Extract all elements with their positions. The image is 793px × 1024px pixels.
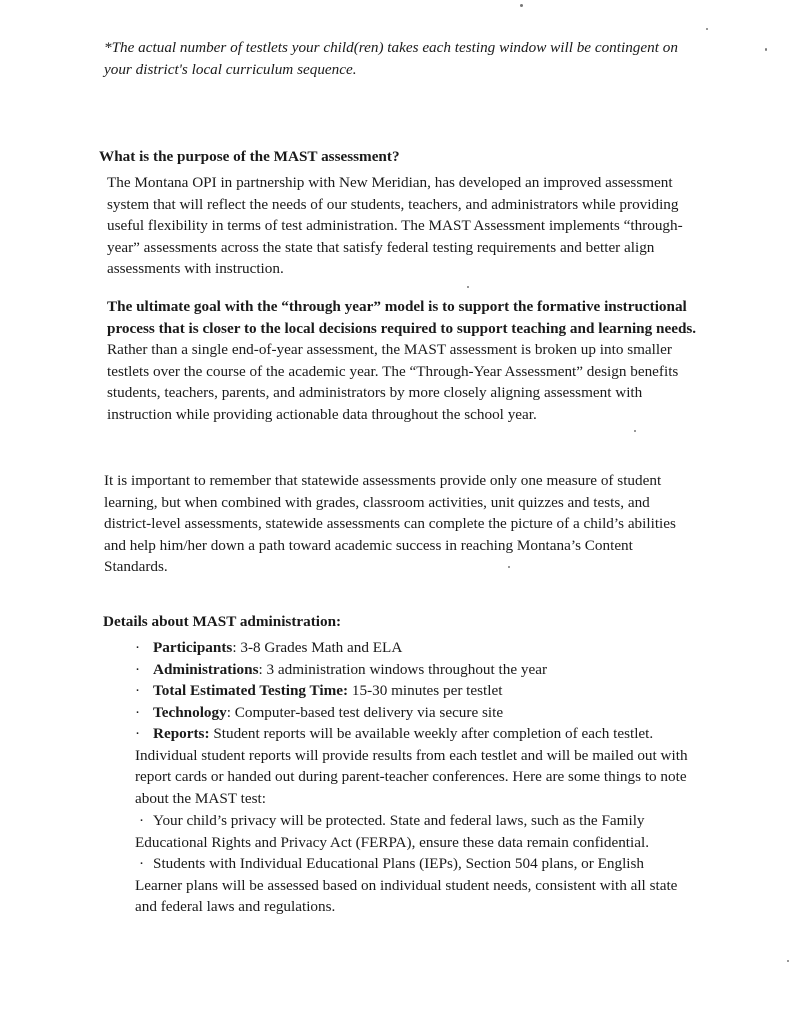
- goal-paragraph: [107, 296, 697, 425]
- scan-speck: [787, 960, 789, 962]
- details-label: Technology: [153, 703, 227, 721]
- details-text: 3-8 Grades Math and ELA: [240, 639, 403, 656]
- goal-bold-text: The ultimate goal with the “through year” model is to support the formative instructional process that is closer to the local decisions required to support teaching and learning needs.: [107, 298, 697, 337]
- details-label: Total Estimated Testing Time:: [153, 682, 349, 699]
- details-item-testing-time: [135, 680, 695, 702]
- details-label: Reports:: [153, 725, 210, 742]
- bullet-icon: ·: [135, 660, 141, 678]
- details-text: 15-30 minutes per testlet: [351, 682, 503, 699]
- details-label: Participants: [153, 639, 233, 656]
- scan-speck: [634, 430, 636, 432]
- bullet-icon: ·: [139, 812, 145, 829]
- scan-speck: [520, 4, 523, 7]
- details-text: Computer-based test delivery via secure site: [234, 703, 504, 721]
- scan-speck: [508, 566, 510, 568]
- scan-speck: [467, 286, 469, 288]
- details-item-reports: [135, 723, 695, 809]
- note-text: Students with Individual Educational Plans (IEPs), Section 504 plans, or English Learner plans will be assessed based on individual student needs, consistent with all state and federal laws and regulations.: [135, 855, 678, 915]
- details-item-participants: · Participants: 3-8 Grades Math and ELA: [135, 637, 695, 659]
- purpose-heading: What is the purpose of the MAST assessment?: [99, 148, 400, 165]
- details-label: Administrations: [153, 660, 259, 678]
- bullet-icon: ·: [139, 855, 145, 872]
- testlet-footnote: *The actual number of testlets your child(ren) takes each testing window will be contingent on your district's local curriculum sequence.: [104, 39, 678, 78]
- details-text: Student reports will be available weekly after completion of each testlet. Individual student reports will provide results from each testlet and will be mailed out with report cards or handed out during parent-teacher conferences. Here are some things to note about the MAST test:: [135, 725, 688, 807]
- goal-rest-text: Rather than a single end-of-year assessment, the MAST assessment is broken up into smaller testlets over the course of the academic year. The “Through-Year Assessment” design benefits students, teachers, parents, and administrators by more closely aligning assessment with instruction while providing actionable data throughout the school year.: [107, 341, 679, 423]
- details-heading: Details about MAST administration:: [103, 613, 342, 630]
- note-item-iep: [135, 853, 695, 918]
- scan-speck: [765, 48, 767, 51]
- bullet-icon: ·: [135, 703, 141, 721]
- note-text: Your child’s privacy will be protected. State and federal laws, such as the Family Educational Rights and Privacy Act (FERPA), ensure these data remain confidential.: [135, 812, 650, 851]
- bullet-icon: ·: [135, 725, 141, 742]
- note-item-privacy: [135, 810, 695, 853]
- scan-speck: [706, 28, 708, 30]
- importance-paragraph: It is important to remember that statewide assessments provide only one measure of student learning, but when combined with grades, classroom activities, unit quizzes and tests, and district-level assessments, statewide assessments can complete the picture of a child’s abilities and help him/her down a path toward academic success in reaching Montana’s Content Standards.: [104, 472, 676, 575]
- bullet-icon: ·: [135, 639, 141, 656]
- details-text: 3 administration windows throughout the year: [266, 660, 548, 678]
- bullet-icon: ·: [135, 682, 141, 699]
- notes-list: [135, 810, 695, 918]
- details-item-administrations: · Administrations: 3 administration windows throughout the year: [135, 659, 695, 681]
- details-list: [135, 637, 695, 809]
- details-item-technology: · Technology: Computer-based test delivery via secure site: [135, 702, 695, 724]
- purpose-paragraph: The Montana OPI in partnership with New Meridian, has developed an improved assessment system that will reflect the needs of our students, teachers, and administrators while providing useful flexibility in terms of test administration. The MAST Assessment implements “through-year” assessments across the state that satisfy federal testing requirements and better align assessments with instruction.: [107, 174, 683, 277]
